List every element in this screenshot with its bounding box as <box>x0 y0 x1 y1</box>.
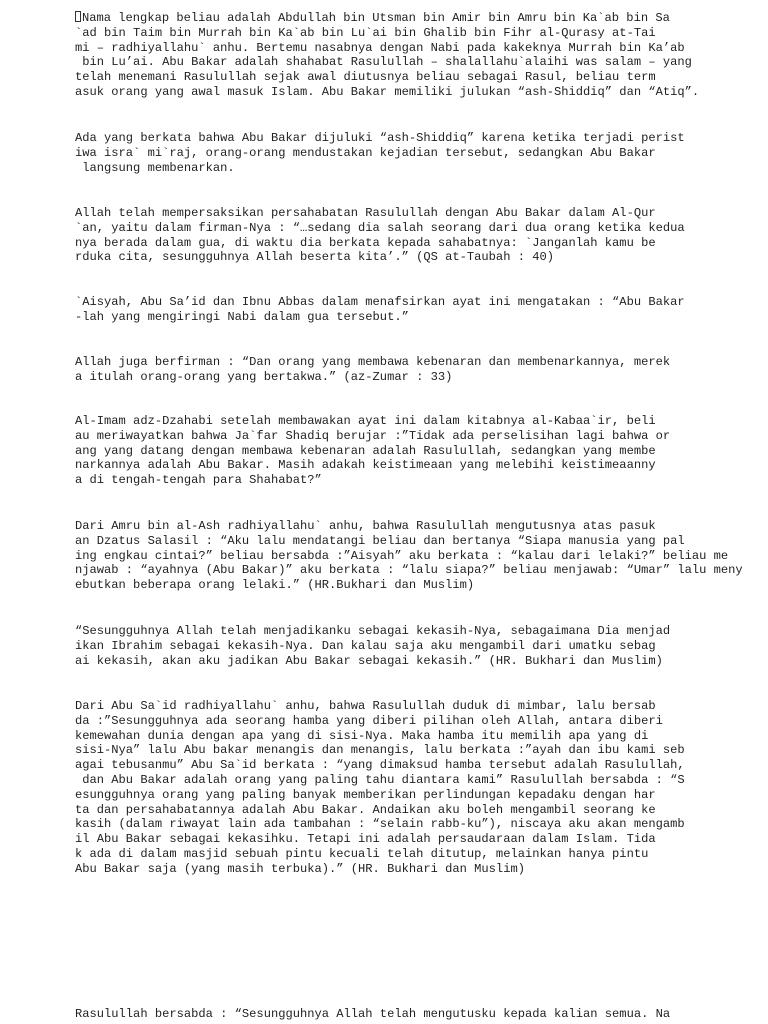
text-line: ikan Ibrahim sebagai kekasih-Nya. Dan kalau saja aku mengambil dari umatku sebag <box>75 638 656 653</box>
text-line: Allah juga berfirman : “Dan orang yang membawa kebenaran dan membenarkannya, merek <box>75 355 671 369</box>
text-line: njawab : “ayahnya (Abu Bakar)” aku berkata : “lalu siapa?” beliau menjawab: “Umar” lalu meny <box>75 563 743 578</box>
text-line: iwa isra` mi`raj, orang-orang mendustakan kejadian tersebut, sedangkan Abu Bakar <box>75 145 656 160</box>
text-line: nya berada dalam gua, di waktu dia berkata kepada sahabatnya: `Janganlah kamu be <box>75 235 656 250</box>
paragraph-amru-bin-al-ash <box>75 519 743 593</box>
text-line: “Sesungguhnya Allah telah menjadikanku sebagai kekasih-Nya, sebagaimana Dia menjad <box>75 624 671 638</box>
text-line: `ad bin Taim bin Murrah bin Ka`ab bin Lu`ai bin Ghalib bin Fihr al-Qurasy at-Tai <box>75 25 656 40</box>
text-line: a itulah orang-orang yang bertakwa.” (az-Zumar : 33) <box>75 369 453 384</box>
text-line: Allah telah mempersaksikan persahabatan Rasulullah dengan Abu Bakar dalam Al-Qur <box>75 206 656 220</box>
text-line: agai tebusanmu” Abu Sa`id berkata : “yang dimaksud hamba tersebut adalah Rasulullah, <box>75 758 685 773</box>
text-line: Dari Amru bin al-Ash radhiyallahu` anhu, bahwa Rasulullah mengutusnya atas pasuk <box>75 519 656 533</box>
text-line: langsung membenarkan. <box>75 160 235 175</box>
paragraph-rasulullah-bersabda <box>75 1007 670 1022</box>
text-line: -lah yang mengiringi Nabi dalam gua tersebut.” <box>75 309 409 324</box>
text-line: mi – radhiyallahu` anhu. Bertemu nasabnya dengan Nabi pada kakeknya Murrah bin Ka’ab <box>75 40 685 55</box>
text-line: `Aisyah, Abu Sa’id dan Ibnu Abbas dalam menafsirkan ayat ini mengatakan : “Abu Bakar <box>75 295 685 309</box>
text-line: esungguhnya orang yang paling banyak memberikan perlindungan kepadaku dengan har <box>75 787 656 802</box>
text-line: Rasulullah bersabda : “Sesungguhnya Allah telah mengutusku kepada kalian semua. Na <box>75 1007 671 1021</box>
paragraph-az-zumar <box>75 355 670 385</box>
text-line: Dari Abu Sa`id radhiyallahu` anhu, bahwa Rasulullah duduk di mimbar, lalu bersab <box>75 699 656 713</box>
text-line: da :”Sesungguhnya ada seorang hamba yang diberi pilihan oleh Allah, antara diberi <box>75 713 663 728</box>
text-line: an Dzatus Salasil : “Aku lalu mendatangi beliau dan bertanya “Siapa manusia yang pal <box>75 533 685 548</box>
text-line: Al-Imam adz-Dzahabi setelah membawakan ayat ini dalam kitabnya al-Kabaa`ir, beli <box>75 414 656 428</box>
text-line: narkannya adalah Abu Bakar. Masih adakah keistimeaan yang melebihi keistimeaanny <box>75 458 656 473</box>
paragraph-ash-shiddiq <box>75 131 685 175</box>
paragraph-abu-said <box>75 699 685 877</box>
text-line: kasih (dalam riwayat lain ada tambahan : “selain rabb-ku”), niscaya aku akan mengamb <box>75 817 685 832</box>
text-line: Ada yang berkata bahwa Abu Bakar dijuluki “ash-Shiddiq” karena ketika terjadi perist <box>75 131 685 145</box>
text-line: ang yang datang dengan membawa kebenaran adalah Rasulullah, sedangkan yang membe <box>75 443 656 458</box>
text-line: au meriwayatkan bahwa Ja`far Shadiq berujar :”Tidak ada perselisihan lagi bahwa or <box>75 428 671 443</box>
text-line: il Abu Bakar sebagai kekasihku. Tetapi ini adalah persaudaraan dalam Islam. Tida <box>75 832 656 847</box>
text-line: telah menemani Rasulullah sejak awal diutusnya beliau sebagai Rasul, beliau term <box>75 70 656 85</box>
text-line: Abu Bakar saja (yang masih terbuka).” (HR. Bukhari dan Muslim) <box>75 861 525 876</box>
text-line: sisi-Nya” lalu Abu bakar menangis dan menangis, lalu berkata :”ayah dan ibu kami seb <box>75 743 685 758</box>
text-line: ebutkan beberapa orang lelaki.” (HR.Bukhari dan Muslim) <box>75 578 475 593</box>
text-line: rduka cita, sesungguhnya Allah beserta kita’.” (QS at-Taubah : 40) <box>75 250 554 265</box>
text-line: bin Lu’ai. Abu Bakar adalah shahabat Rasulullah – shalallahu`alaihi was salam – yang <box>75 55 692 70</box>
paragraph-quran-taubah <box>75 206 685 265</box>
text-line: a di tengah-tengah para Shahabat?” <box>75 473 322 488</box>
text-line: dan Abu Bakar adalah orang yang paling tahu diantara kami” Rasulullah bersabda : “S <box>75 772 685 787</box>
text-line: ta dan persahabatannya adalah Abu Bakar. Andaikan aku boleh mengambil seorang ke <box>75 802 656 817</box>
text-line: Nama lengkap beliau adalah Abdullah bin Utsman bin Amir bin Amru bin Ka`ab bin Sa <box>75 11 699 26</box>
text-line: ing engkau cintai?” beliau bersabda :”Aisyah” aku berkata : “kalau dari lelaki?” beliau me <box>75 548 729 563</box>
text-line: `an, yaitu dalam firman-Nya : “…sedang dia salah seorang dari dua orang ketika kedua <box>75 220 685 235</box>
paragraph-adz-dzahabi <box>75 414 670 488</box>
missing-glyph-icon <box>75 11 81 22</box>
text-line: asuk orang yang awal masuk Islam. Abu Bakar memiliki julukan “ash-Shiddiq” dan “Atiq”. <box>75 84 700 99</box>
text-line: k ada di dalam masjid sebuah pintu kecuali telah ditutup, melainkan hanya pintu <box>75 846 649 861</box>
paragraph-aisyah-tafsir <box>75 295 685 325</box>
paragraph-kekasih <box>75 624 670 668</box>
paragraph-nasab <box>75 11 699 100</box>
text-line: ai kekasih, akan aku jadikan Abu Bakar sebagai kekasih.” (HR. Bukhari dan Muslim) <box>75 653 663 668</box>
text-line: kemewahan dunia dengan apa yang di sisi-Nya. Maka hamba itu memilih apa yang di <box>75 728 649 743</box>
